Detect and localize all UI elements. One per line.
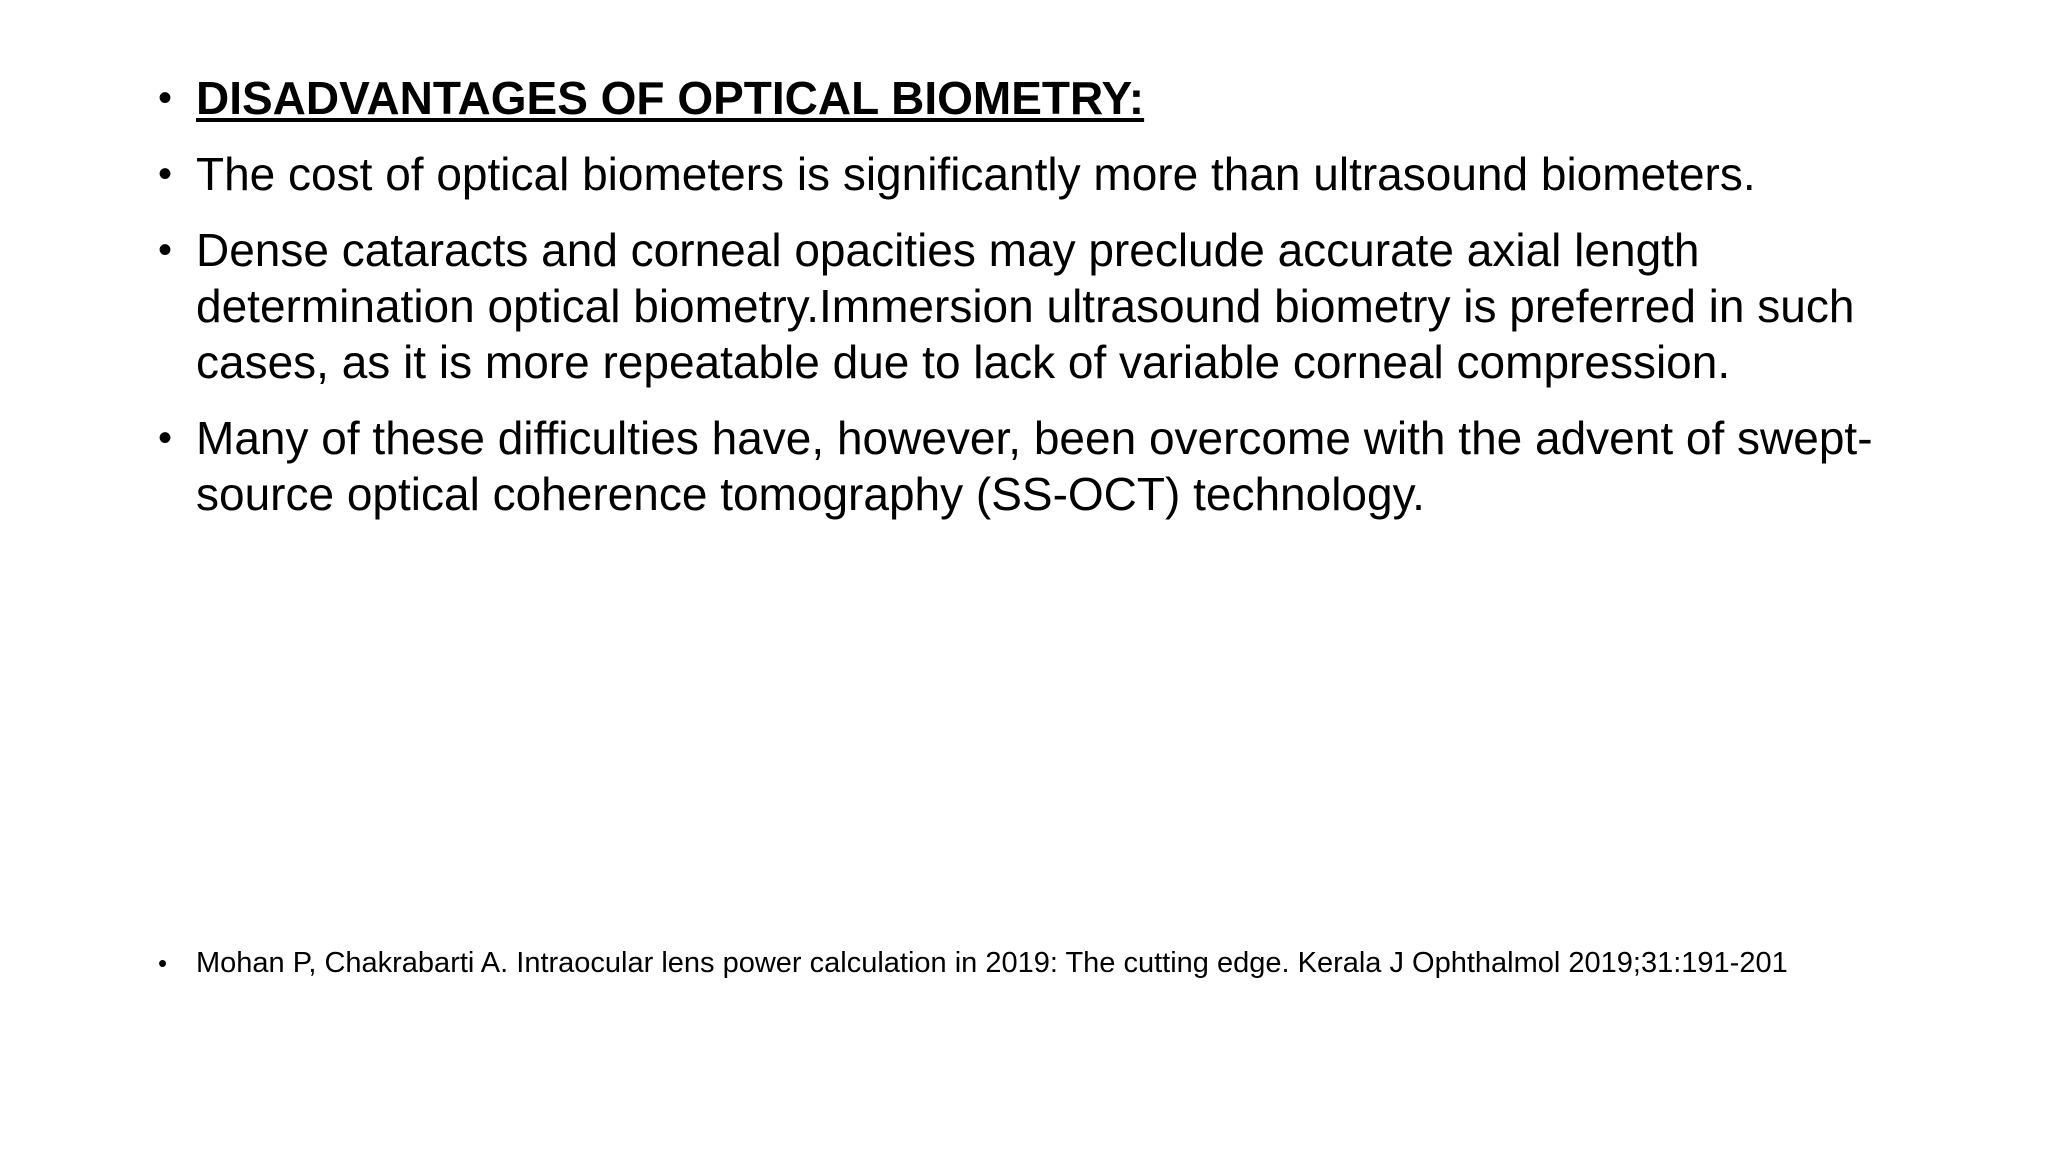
bullet-list bbox=[158, 70, 1898, 542]
bullet-dot: • bbox=[158, 76, 173, 120]
bullet-item-dense-cataracts bbox=[158, 222, 1898, 390]
bullet-text: The cost of optical biometers is significantly more than ultrasound biometers. bbox=[196, 148, 1756, 200]
bullet-item-ss-oct bbox=[158, 410, 1898, 522]
bullet-dot: • bbox=[158, 948, 168, 978]
bullet-dot: • bbox=[158, 152, 173, 196]
bullet-dot: • bbox=[158, 416, 173, 460]
bullet-text: Many of these difficulties have, however, been overcome with the advent of swept-source optical coherence tomography (SS-OCT) technology. bbox=[196, 412, 1873, 520]
bullet-item-cost bbox=[158, 146, 1898, 202]
bullet-dot: • bbox=[158, 228, 173, 272]
heading-bullet bbox=[158, 70, 1898, 126]
slide-heading: DISADVANTAGES OF OPTICAL BIOMETRY: bbox=[196, 72, 1145, 124]
reference-citation bbox=[158, 944, 1936, 982]
bullet-text: Dense cataracts and corneal opacities may preclude accurate axial length determination optical biometry.Immersion ultrasound biometry is preferred in such cases, as it is more repeatable due to lack of variable corneal compression. bbox=[196, 224, 1855, 388]
reference-text: Mohan P, Chakrabarti A. Intraocular lens power calculation in 2019: The cutting edge. Kerala J Ophthalmol 2019;31:191-201 bbox=[196, 947, 1788, 979]
